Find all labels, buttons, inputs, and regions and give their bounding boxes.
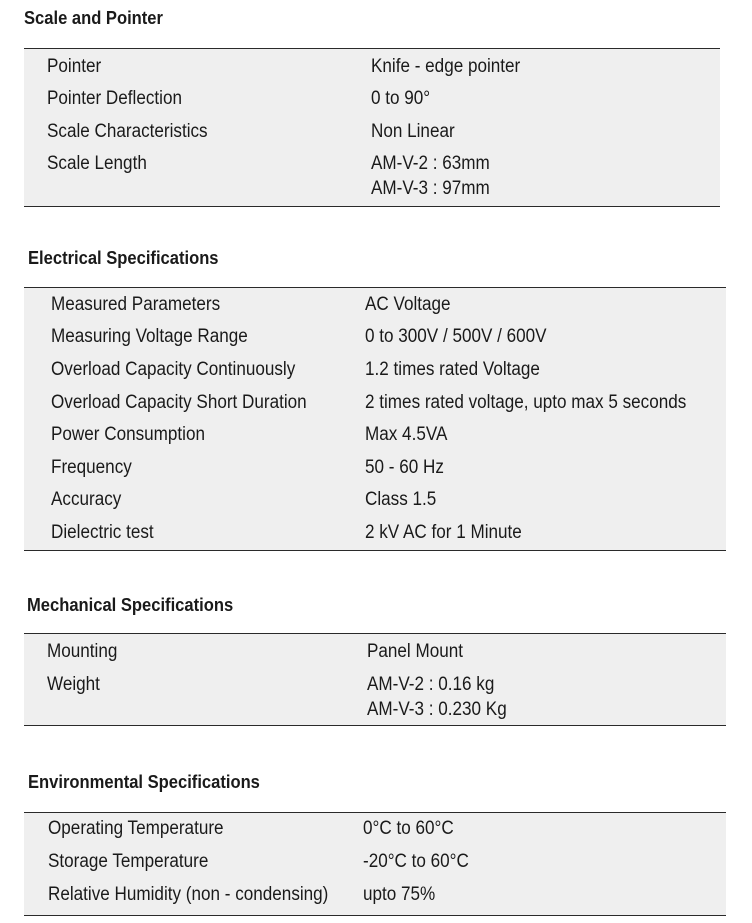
spec-value [365, 390, 686, 415]
spec-value [365, 324, 547, 349]
spec-table-environmental-specifications [24, 812, 726, 916]
spec-value [371, 54, 520, 79]
spec-value-line: 1.2 times rated Voltage [365, 359, 540, 380]
section-title-mechanical-specifications: Mechanical Specifications [27, 595, 234, 615]
spec-value-line: upto 75% [363, 884, 436, 905]
spec-value-line: Max 4.5VA [365, 424, 448, 445]
spec-value-line: Class 1.5 [365, 489, 437, 510]
spec-value [365, 422, 447, 447]
spec-value-line: AM-V-2 : 0.16 kg [367, 674, 495, 695]
spec-value-line: AM-V-2 : 63mm [371, 153, 490, 174]
spec-label: Accuracy [51, 489, 122, 510]
spec-value [365, 520, 522, 545]
spec-label: Pointer [47, 56, 102, 77]
spec-value-line: 0 to 90° [371, 88, 431, 109]
spec-label: Scale Characteristics [47, 121, 208, 142]
spec-table-mechanical-specifications [24, 633, 726, 726]
spec-label: Frequency [51, 457, 132, 478]
spec-label: Dielectric test [51, 522, 154, 543]
spec-value-line: AM-V-3 : 0.230 Kg [367, 699, 507, 720]
spec-value-line: 0°C to 60°C [363, 818, 454, 839]
spec-value [365, 455, 444, 480]
spec-label: Power Consumption [51, 424, 205, 445]
section-title-environmental-specifications: Environmental Specifications [28, 772, 260, 792]
spec-value [365, 357, 540, 382]
spec-value-line: -20°C to 60°C [363, 851, 469, 872]
spec-value [371, 151, 490, 201]
spec-value-line: 2 times rated voltage, upto max 5 seconds [365, 392, 687, 413]
spec-value [371, 86, 430, 111]
spec-label: Measured Parameters [51, 294, 221, 315]
spec-value-line: 0 to 300V / 500V / 600V [365, 326, 547, 347]
spec-value [363, 849, 469, 874]
spec-table-electrical-specifications [24, 287, 726, 551]
spec-value [365, 292, 451, 317]
spec-value-line: 50 - 60 Hz [365, 457, 444, 478]
spec-label: Overload Capacity Continuously [51, 359, 296, 380]
spec-value-line: AC Voltage [365, 294, 451, 315]
spec-label: Relative Humidity (non - condensing) [48, 884, 329, 905]
spec-value [363, 882, 435, 907]
spec-label: Pointer Deflection [47, 88, 182, 109]
section-title-electrical-specifications: Electrical Specifications [28, 248, 219, 268]
spec-label: Storage Temperature [48, 851, 209, 872]
spec-value-line: Knife - edge pointer [371, 56, 521, 77]
spec-value [367, 672, 507, 722]
section-title-scale-and-pointer: Scale and Pointer [24, 8, 163, 28]
spec-label: Weight [47, 674, 100, 695]
spec-label: Measuring Voltage Range [51, 326, 248, 347]
spec-value-line: AM-V-3 : 97mm [371, 178, 490, 199]
spec-label: Mounting [47, 641, 118, 662]
spec-value [367, 639, 463, 664]
spec-label: Operating Temperature [48, 818, 224, 839]
spec-table-scale-and-pointer [24, 48, 720, 207]
spec-label: Overload Capacity Short Duration [51, 392, 307, 413]
spec-value-line: Panel Mount [367, 641, 464, 662]
spec-value [363, 816, 454, 841]
spec-value [371, 119, 455, 144]
spec-value-line: 2 kV AC for 1 Minute [365, 522, 522, 543]
spec-value-line: Non Linear [371, 121, 455, 142]
spec-value [365, 487, 436, 512]
spec-label: Scale Length [47, 153, 147, 174]
